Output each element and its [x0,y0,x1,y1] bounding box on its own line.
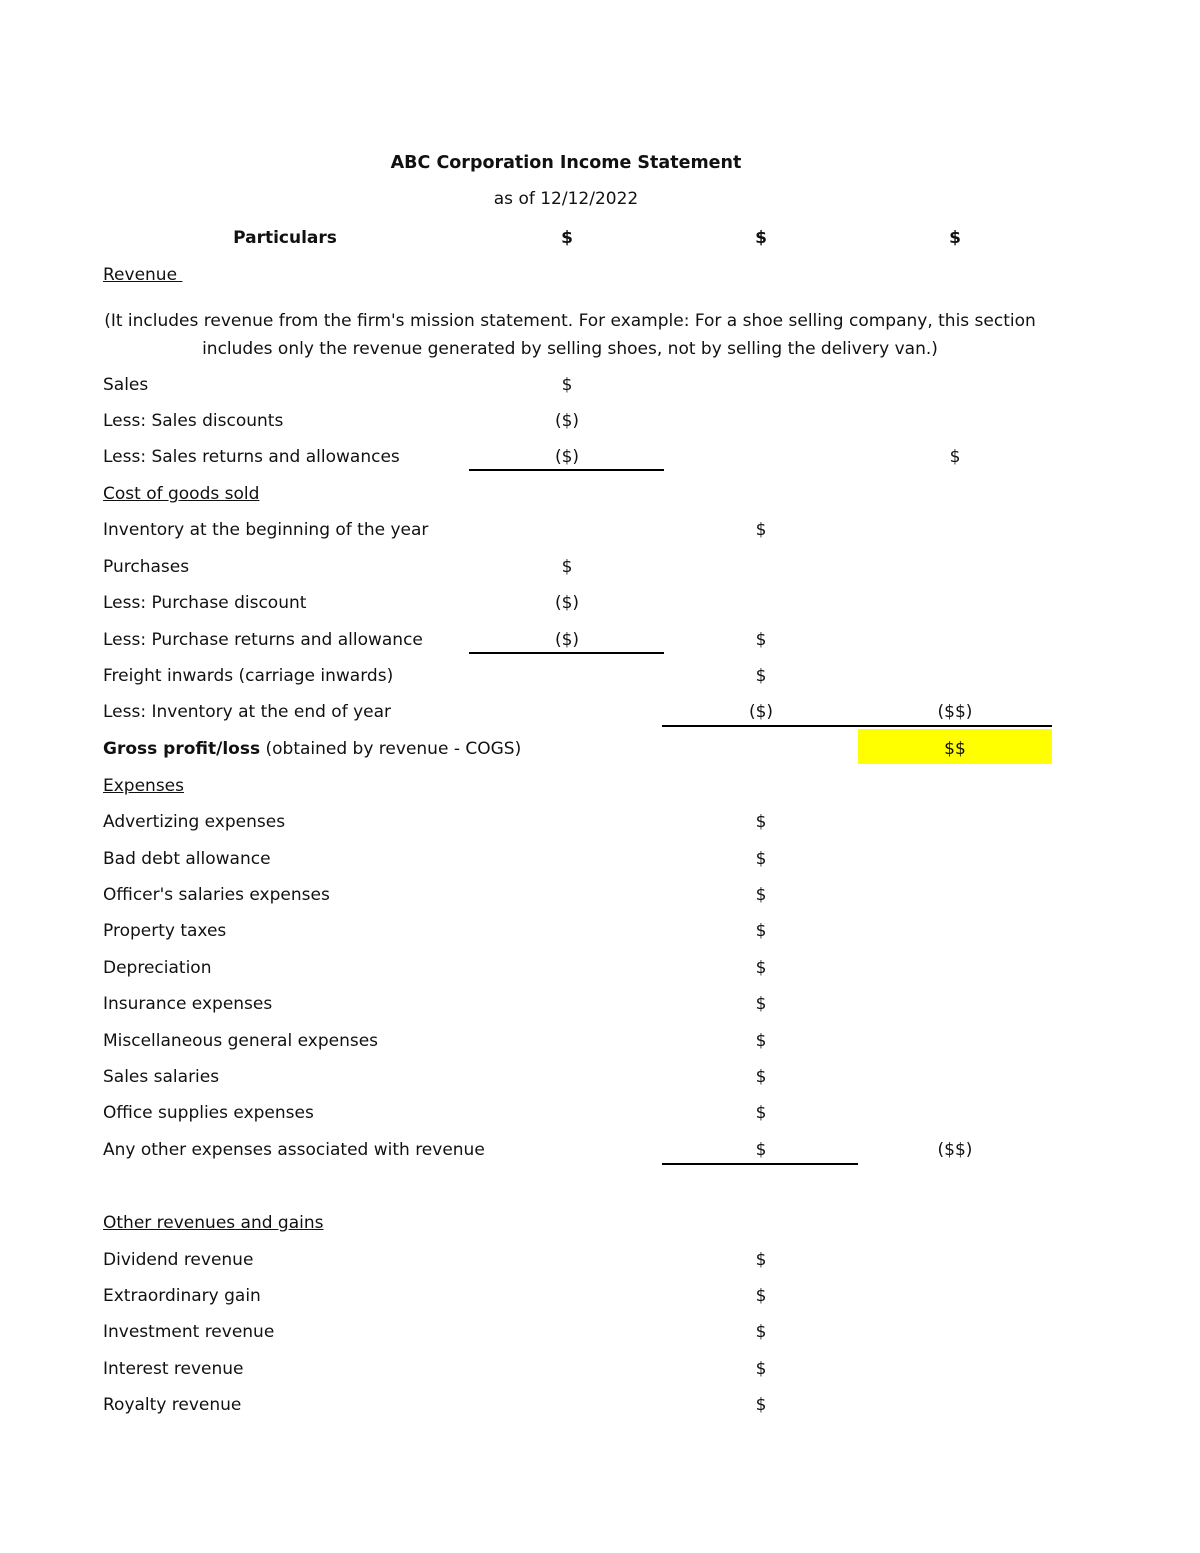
row-label-other-expenses: Any other expenses associated with revenue [103,1140,485,1160]
row-value-other-expenses-col2: $ [755,1140,767,1160]
row-value-inventory-beginning-col2: $ [755,520,767,540]
particulars-header: Particulars [233,228,337,248]
column-header-3: $ [949,228,961,248]
row-label-misc-general: Miscellaneous general expenses [103,1031,379,1051]
row-label-insurance: Insurance expenses [103,994,273,1014]
subtotal-rule-revenue [469,469,664,471]
row-label-investment-revenue: Investment revenue [103,1322,275,1342]
row-label-inventory-beginning: Inventory at the beginning of the year [103,520,429,540]
other-revenues-heading: Other revenues and gains [103,1213,324,1233]
row-label-dividend-revenue: Dividend revenue [103,1250,254,1270]
row-value-royalty-revenue-col2: $ [755,1395,767,1415]
row-value-property-taxes-col2: $ [755,921,767,941]
row-value-investment-revenue-col2: $ [755,1322,767,1342]
row-label-royalty-revenue: Royalty revenue [103,1395,242,1415]
column-header-1: $ [561,228,573,248]
row-value-sales-returns-col1: ($) [554,447,580,467]
row-value-purchase-discount-col1: ($) [554,593,580,613]
row-label-purchase-returns: Less: Purchase returns and allowance [103,630,423,650]
row-value-misc-general-col2: $ [755,1031,767,1051]
subtotal-rule-purchases [469,652,664,654]
row-label-purchase-discount: Less: Purchase discount [103,593,307,613]
row-value-purchases-col1: $ [561,557,573,577]
row-label-purchases: Purchases [103,557,190,577]
row-value-inventory-end-col3: ($$) [937,702,973,722]
row-label-sales-discounts: Less: Sales discounts [103,411,284,431]
row-label-bad-debt: Bad debt allowance [103,849,271,869]
gross-profit-label-bold: Gross profit/loss [103,739,261,759]
row-value-officer-salaries-col2: $ [755,885,767,905]
row-label-officer-salaries: Officer's salaries expenses [103,885,330,905]
row-value-sales-col1: $ [561,375,573,395]
row-label-sales: Sales [103,375,149,395]
cogs-heading: Cost of goods sold [103,484,260,504]
row-value-purchase-returns-col2: $ [755,630,767,650]
statement-date: as of 12/12/2022 [493,189,639,209]
row-value-other-expenses-col3: ($$) [937,1140,973,1160]
row-label-extraordinary-gain: Extraordinary gain [103,1286,261,1306]
row-label-advertizing: Advertizing expenses [103,812,286,832]
row-value-interest-revenue-col2: $ [755,1359,767,1379]
row-value-freight-inwards-col2: $ [755,666,767,686]
row-value-sales-discounts-col1: ($) [554,411,580,431]
column-header-2: $ [755,228,767,248]
row-value-insurance-col2: $ [755,994,767,1014]
row-value-depreciation-col2: $ [755,958,767,978]
row-label-office-supplies: Office supplies expenses [103,1103,314,1123]
expenses-heading: Expenses [103,776,184,796]
gross-profit-label [103,739,521,759]
row-label-freight-inwards: Freight inwards (carriage inwards) [103,666,394,686]
row-label-depreciation: Depreciation [103,958,212,978]
subtotal-rule-expenses [662,1163,858,1165]
row-value-bad-debt-col2: $ [755,849,767,869]
gross-profit-label-note: (obtained by revenue - COGS) [260,739,522,759]
revenue-note: (It includes revenue from the firm's mission statement. For example: For a shoe selling company, this section includes only the revenue generated by selling shoes, not by selling the delivery van.) [104,311,1036,359]
row-label-sales-returns: Less: Sales returns and allowances [103,447,400,467]
revenue-heading: Revenue [103,265,183,285]
subtotal-rule-cogs [662,725,1052,727]
row-value-sales-salaries-col2: $ [755,1067,767,1087]
row-value-sales-returns-col3: $ [949,447,961,467]
row-value-office-supplies-col2: $ [755,1103,767,1123]
row-value-extraordinary-gain-col2: $ [755,1286,767,1306]
row-value-advertizing-col2: $ [755,812,767,832]
statement-title: ABC Corporation Income Statement [390,153,742,173]
row-value-dividend-revenue-col2: $ [755,1250,767,1270]
row-label-property-taxes: Property taxes [103,921,227,941]
row-label-interest-revenue: Interest revenue [103,1359,244,1379]
gross-profit-value: $$ [944,739,966,759]
row-label-sales-salaries: Sales salaries [103,1067,220,1087]
row-value-inventory-end-col2: ($) [748,702,774,722]
row-label-inventory-end: Less: Inventory at the end of year [103,702,392,722]
row-value-purchase-returns-col1: ($) [554,630,580,650]
